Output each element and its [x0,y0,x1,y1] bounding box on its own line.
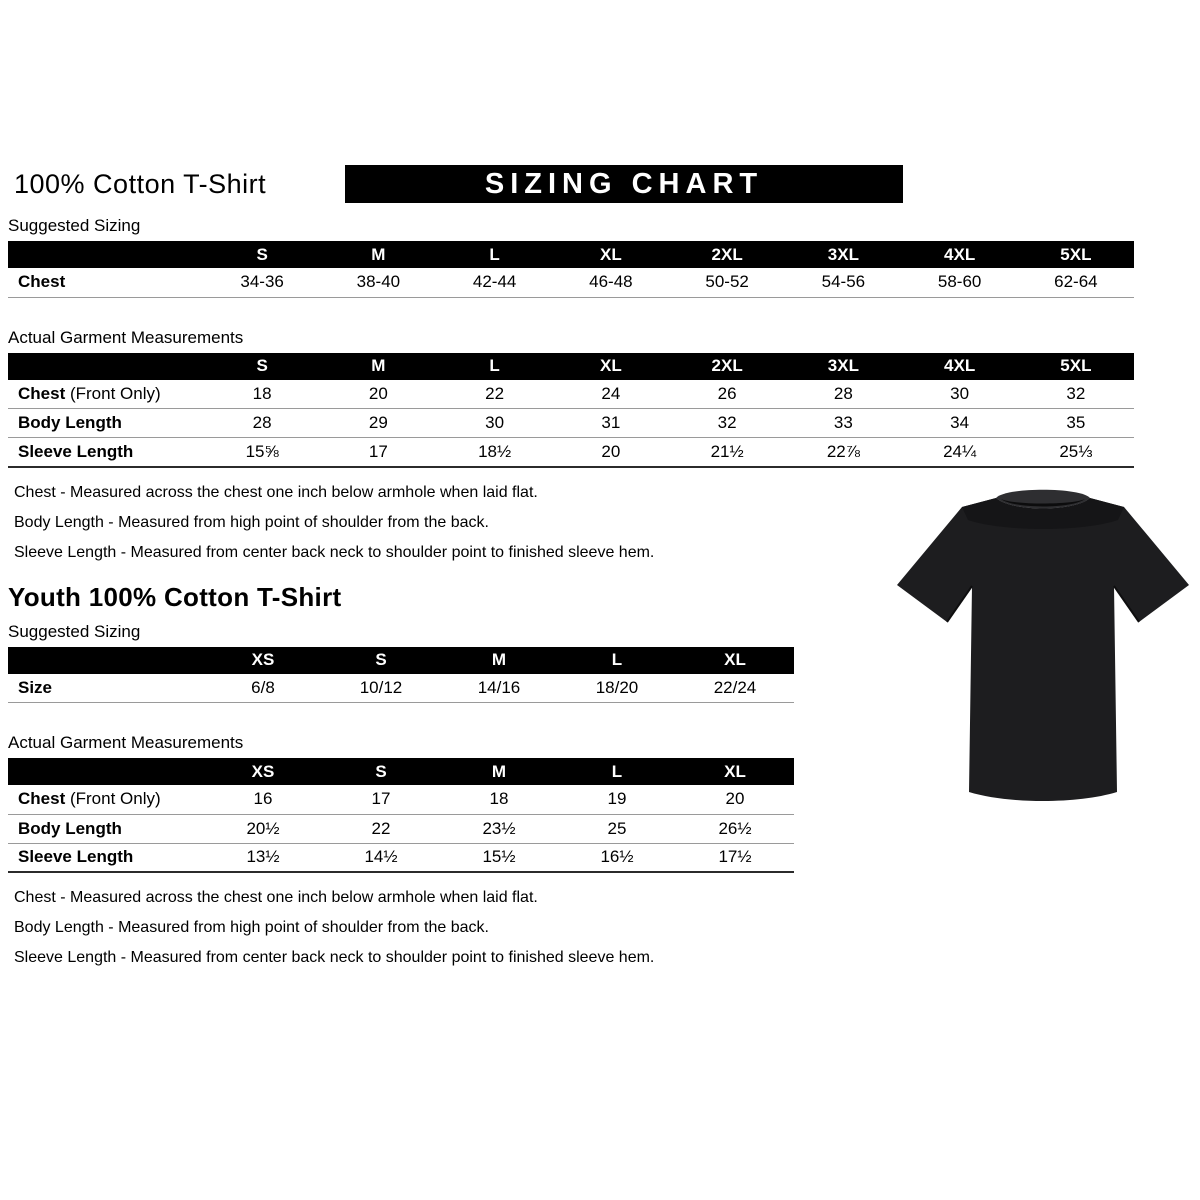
cell: 22⅞ [785,438,901,467]
cell: 18/20 [558,674,676,703]
cell: 20½ [204,814,322,843]
cell: 14½ [322,843,440,872]
cell: 32 [1018,380,1134,409]
size-header: 5XL [1018,353,1134,380]
cell: 50-52 [669,268,785,297]
cell: 18½ [437,438,553,467]
row-label-main: Chest [18,789,66,809]
size-header: S [322,647,440,674]
row-label: Chest [8,268,204,297]
size-header: 3XL [785,353,901,380]
cell: 24¼ [902,438,1018,467]
row-label-sub: (Front Only) [69,789,161,809]
tshirt-graphic [893,472,1193,820]
row-label [8,785,204,814]
size-header: M [320,353,436,380]
cell: 17½ [676,843,794,872]
cell: 28 [785,380,901,409]
size-header: 2XL [669,353,785,380]
size-header: M [440,647,558,674]
size-header: L [558,758,676,785]
cell: 23½ [440,814,558,843]
size-header: S [204,241,320,268]
cell: 20 [320,380,436,409]
cell: 22 [437,380,553,409]
row-label: Sleeve Length [8,438,204,467]
cell: 25 [558,814,676,843]
size-header: XL [553,241,669,268]
cell: 34-36 [204,268,320,297]
cell: 19 [558,785,676,814]
cell: 24 [553,380,669,409]
cell: 38-40 [320,268,436,297]
row-label: Body Length [8,814,204,843]
table-row-chest [8,268,1134,297]
note-body-length: Body Length - Measured from high point of shoulder from the back. [14,513,489,531]
size-header: L [437,241,553,268]
adult-actual-measurements-table [8,353,1134,468]
cell: 54-56 [785,268,901,297]
cell: 30 [902,380,1018,409]
cell: 21½ [669,438,785,467]
cell: 15⅝ [204,438,320,467]
cell: 6/8 [204,674,322,703]
youth-actual-measurements-label: Actual Garment Measurements [8,733,244,752]
cell: 32 [669,409,785,438]
youth-suggested-sizing-table [8,647,794,704]
cell: 58-60 [902,268,1018,297]
page-title: 100% Cotton T-Shirt [14,169,267,199]
note-sleeve-length: Sleeve Length - Measured from center back neck to shoulder point to finished sleeve hem. [14,949,655,966]
cell: 26 [669,380,785,409]
cell: 30 [437,409,553,438]
cell: 13½ [204,843,322,872]
note-sleeve-length: Sleeve Length - Measured from center back neck to shoulder point to finished sleeve hem. [14,543,655,561]
cell: 15½ [440,843,558,872]
cell: 25⅓ [1018,438,1134,467]
cell: 28 [204,409,320,438]
table-header-row [8,758,794,785]
youth-section-title: Youth 100% Cotton T-Shirt [8,581,342,612]
cell: 34 [902,409,1018,438]
size-header: L [558,647,676,674]
cell: 33 [785,409,901,438]
cell: 42-44 [437,268,553,297]
cell: 20 [676,785,794,814]
size-header: L [437,353,553,380]
tshirt-body [897,498,1189,801]
cell: 16 [204,785,322,814]
note-chest: Chest - Measured across the chest one inch below armhole when laid flat. [14,889,538,906]
cell: 10/12 [322,674,440,703]
size-header-blank [8,758,204,785]
note-chest: Chest - Measured across the chest one inch below armhole when laid flat. [14,483,538,501]
cell: 14/16 [440,674,558,703]
size-header-blank [8,353,204,380]
table-header-row [8,647,794,674]
cell: 18 [440,785,558,814]
adult-suggested-sizing-label: Suggested Sizing [8,216,141,235]
cell: 62-64 [1018,268,1134,297]
size-header: M [440,758,558,785]
table-header-row [8,241,1134,268]
size-header: XL [553,353,669,380]
cell: 46-48 [553,268,669,297]
table-row-chest [8,785,794,814]
cell: 26½ [676,814,794,843]
cell: 16½ [558,843,676,872]
size-header-blank [8,647,204,674]
note-body-length: Body Length - Measured from high point of shoulder from the back. [14,919,489,936]
cell: 29 [320,409,436,438]
size-header: 4XL [902,241,1018,268]
table-row-size [8,674,794,703]
size-header-blank [8,241,204,268]
size-header: XL [676,647,794,674]
cell: 17 [322,785,440,814]
cell: 35 [1018,409,1134,438]
cell: 22/24 [676,674,794,703]
sizing-chart-banner: SIZING CHART [345,165,903,203]
table-row-chest [8,380,1134,409]
cell: 20 [553,438,669,467]
row-label: Sleeve Length [8,843,204,872]
tshirt-image [893,472,1193,820]
youth-measurement-notes [14,883,1134,973]
size-header: 3XL [785,241,901,268]
row-label: Body Length [8,409,204,438]
cell: 22 [322,814,440,843]
header-row [8,165,1134,207]
adult-suggested-sizing-table [8,241,1134,298]
youth-suggested-sizing-label: Suggested Sizing [8,621,141,641]
cell: 31 [553,409,669,438]
cell: 18 [204,380,320,409]
size-header: M [320,241,436,268]
size-header: XS [204,758,322,785]
table-row-body-length [8,409,1134,438]
size-header: 5XL [1018,241,1134,268]
cell: 17 [320,438,436,467]
size-header: S [204,353,320,380]
table-row-sleeve-length [8,843,794,872]
adult-actual-measurements-label: Actual Garment Measurements [8,327,244,347]
size-header: 2XL [669,241,785,268]
size-header: XS [204,647,322,674]
size-header: S [322,758,440,785]
row-label: Size [8,674,204,703]
row-label-sub: (Front Only) [69,383,161,403]
row-label-main: Chest [18,383,66,403]
table-row-body-length [8,814,794,843]
table-row-sleeve-length [8,438,1134,467]
size-header: XL [676,758,794,785]
size-header: 4XL [902,353,1018,380]
table-header-row [8,353,1134,380]
youth-actual-measurements-table [8,758,794,873]
row-label [8,380,204,409]
